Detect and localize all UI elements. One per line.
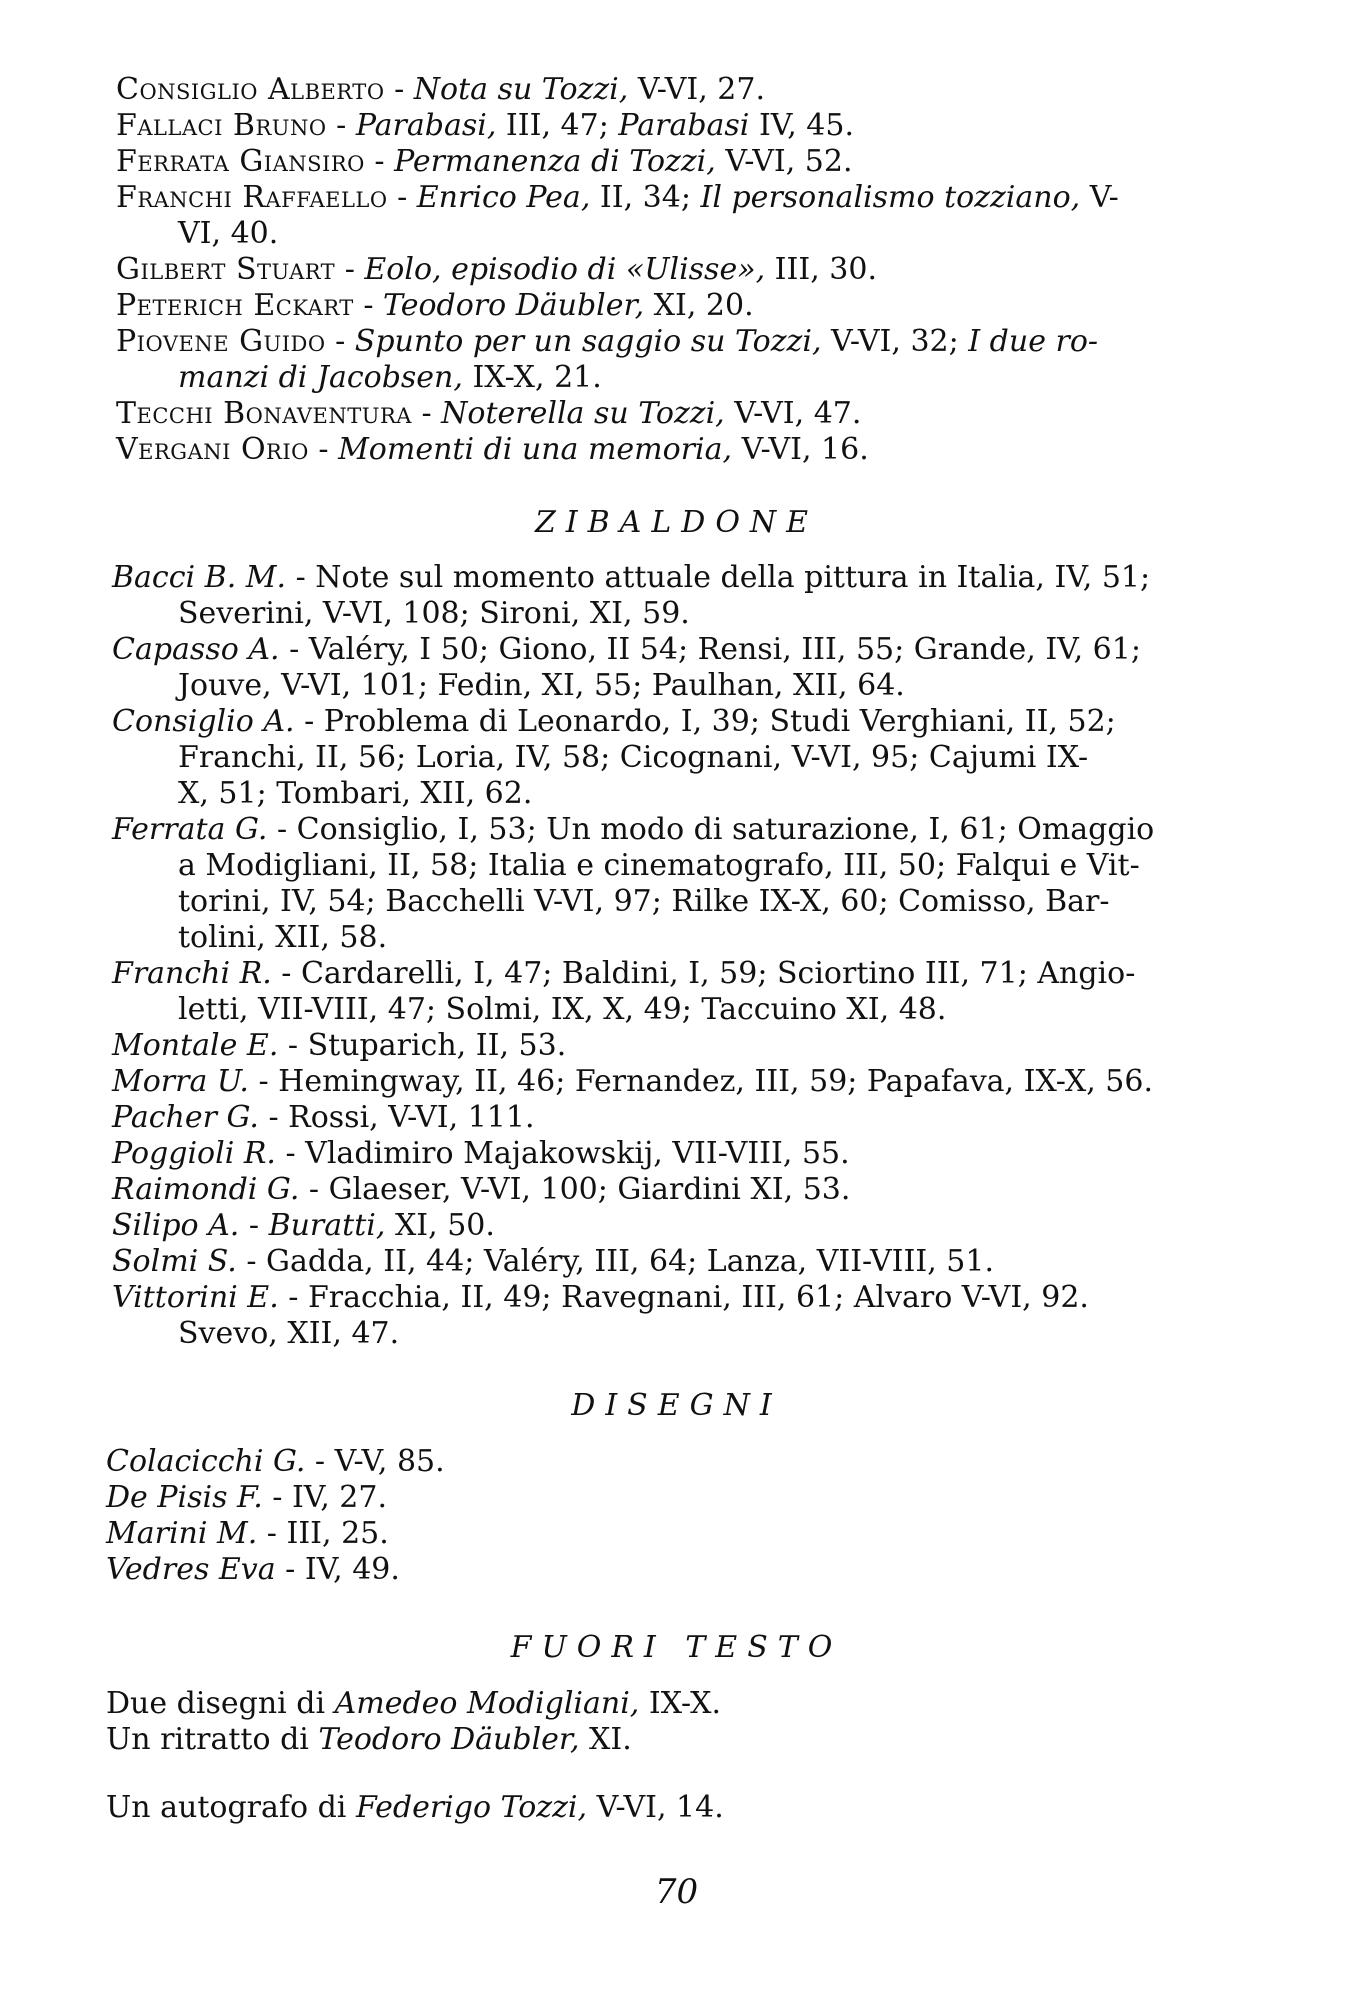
zibaldone-entry-continuation: Severini, V-VI, 108; Sironi, XI, 59.	[178, 596, 690, 631]
section-heading-fuori-testo: FUORI TESTO	[510, 1630, 843, 1665]
collaborator-entry: Vergani Orio - Momenti di una memoria, V-VI, 16.	[116, 432, 869, 467]
disegni-entry: Vedres Eva - IV, 49.	[106, 1552, 400, 1587]
disegni-entry: Marini M. - III, 25.	[106, 1516, 389, 1551]
collaborator-entry: Ferrata Giansiro - Permanenza di Tozzi, V-VI, 52.	[116, 144, 853, 179]
zibaldone-entry: Montale E. - Stuparich, II, 53.	[112, 1028, 567, 1063]
zibaldone-entry: Poggioli R. - Vladimiro Majakowskij, VII-VIII, 55.	[112, 1136, 850, 1171]
section-heading-zibaldone: ZIBALDONE	[534, 505, 819, 540]
section-heading-disegni: DISEGNI	[571, 1388, 782, 1423]
fuori-testo-entry: Un autografo di Federigo Tozzi, V-VI, 14.	[106, 1790, 724, 1825]
zibaldone-entry: Consiglio A. - Problema di Leonardo, I, 39; Studi Verghiani, II, 52;	[112, 704, 1116, 739]
zibaldone-entry: Morra U. - Hemingway, II, 46; Fernandez, III, 59; Papafava, IX-X, 56.	[112, 1064, 1153, 1099]
collaborator-entry-continuation: manzi di Jacobsen, IX-X, 21.	[178, 360, 602, 395]
zibaldone-entry: Bacci B. M. - Note sul momento attuale della pittura in Italia, IV, 51;	[112, 560, 1151, 595]
collaborator-entry: Tecchi Bonaventura - Noterella su Tozzi, V-VI, 47.	[116, 396, 862, 431]
zibaldone-entry: Capasso A. - Valéry, I 50; Giono, II 54; Rensi, III, 55; Grande, IV, 61;	[112, 632, 1141, 667]
zibaldone-entry-continuation: X, 51; Tombari, XII, 62.	[178, 776, 533, 811]
collaborator-entry-continuation: VI, 40.	[178, 216, 279, 251]
zibaldone-entry: Silipo A. - Buratti, XI, 50.	[112, 1208, 495, 1243]
collaborator-entry: Consiglio Alberto - Nota su Tozzi, V-VI, 27.	[116, 72, 765, 107]
collaborator-entry: Fallaci Bruno - Parabasi, III, 47; Parabasi IV, 45.	[116, 108, 854, 143]
zibaldone-entry: Ferrata G. - Consiglio, I, 53; Un modo di saturazione, I, 61; Omaggio	[112, 812, 1155, 847]
zibaldone-entry: Vittorini E. - Fracchia, II, 49; Ravegnani, III, 61; Alvaro V-VI, 92.	[112, 1280, 1089, 1315]
zibaldone-entry-continuation: letti, VII-VIII, 47; Solmi, IX, X, 49; Taccuino XI, 48.	[178, 992, 947, 1027]
zibaldone-entry-continuation: Jouve, V-VI, 101; Fedin, XI, 55; Paulhan, XII, 64.	[178, 668, 905, 703]
zibaldone-entry-continuation: tolini, XII, 58.	[178, 920, 388, 955]
disegni-entry: De Pisis F. - IV, 27.	[106, 1480, 388, 1515]
zibaldone-entry: Pacher G. - Rossi, V-VI, 111.	[112, 1100, 535, 1135]
zibaldone-entry: Franchi R. - Cardarelli, I, 47; Baldini, I, 59; Sciortino III, 71; Angio-	[112, 956, 1136, 991]
zibaldone-entry-continuation: Franchi, II, 56; Loria, IV, 58; Cicognani, V-VI, 95; Cajumi IX-	[178, 740, 1089, 775]
fuori-testo-entry: Due disegni di Amedeo Modigliani, IX-X.	[106, 1686, 721, 1721]
collaborator-entry: Peterich Eckart - Teodoro Däubler, XI, 20.	[116, 288, 754, 323]
zibaldone-entry-continuation: Svevo, XII, 47.	[178, 1316, 400, 1351]
fuori-testo-entry: Un ritratto di Teodoro Däubler, XI.	[106, 1722, 632, 1757]
zibaldone-entry-continuation: a Modigliani, II, 58; Italia e cinematografo, III, 50; Falqui e Vit-	[178, 848, 1140, 883]
collaborator-entry: Gilbert Stuart - Eolo, episodio di «Ulisse», III, 30.	[116, 252, 877, 287]
page-number: 70	[654, 1872, 699, 1912]
zibaldone-entry-continuation: torini, IV, 54; Bacchelli V-VI, 97; Rilke IX-X, 60; Comisso, Bar-	[178, 884, 1110, 919]
zibaldone-entry: Solmi S. - Gadda, II, 44; Valéry, III, 64; Lanza, VII-VIII, 51.	[112, 1244, 995, 1279]
collaborator-entry: Piovene Guido - Spunto per un saggio su Tozzi, V-VI, 32; I due ro-	[116, 324, 1099, 359]
zibaldone-entry: Raimondi G. - Glaeser, V-VI, 100; Giardini XI, 53.	[112, 1172, 851, 1207]
disegni-entry: Colacicchi G. - V-V, 85.	[106, 1444, 445, 1479]
collaborator-entry: Franchi Raffaello - Enrico Pea, II, 34; Il personalismo tozziano, V-	[116, 180, 1119, 215]
